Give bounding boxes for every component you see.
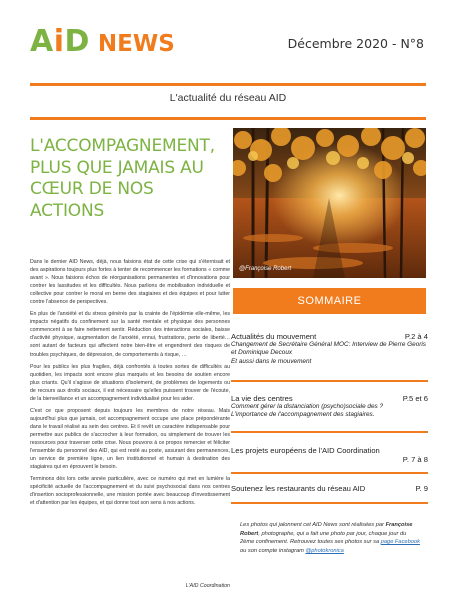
article-body: [30, 258, 230, 511]
article-paragraph: Terminons dès lors cette année particulière, avec ce numéro qui met en lumière la spécificité actuelle de l'accompagnement et du suivi psychosocial dans nos centres d'insertion socioprofessionnelle, une mission portée avec beaucoup d'investissement et d'attention par les équipes, et qui donne tout son sens à nos actions.: [30, 476, 230, 507]
photographer-name: Françoise Robert: [240, 522, 413, 537]
toc-item-subtitle: Changement de Secrétaire Général MOC: Interview de Pierre Georis et Dominique Decoux: [231, 341, 427, 357]
toc-item-projets-europeens[interactable]: [231, 446, 428, 464]
sommaire-header: SOMMAIRE: [233, 288, 426, 314]
article-paragraph: En plus de l'anxiété et du stress générés par la crainte de l'épidémie elle-même, les impacts négatifs du confinement sur la santé mentale et physique des personnes commencent à se faire nettement sentir. Réduction des interactions sociales, baisse d'activité physique, augmentation de l'anxiété, ennui, frustrations, perte de liberté…sont autant de facteurs qui affectent notre bien-être et engendrent des risques de troubles psychiques, de dépression, de comportements à risque, …: [30, 311, 230, 358]
toc-divider: [231, 472, 428, 474]
toc-item-page: P. 7 à 8: [402, 455, 428, 464]
photo-illustration: [233, 128, 426, 278]
logo-aid: AiD: [30, 24, 90, 59]
toc-item-title: Les projets européens de l'AID Coordination: [231, 446, 380, 455]
toc-item-actualites[interactable]: [231, 332, 428, 366]
toc-item-page: P.5 et 6: [402, 394, 428, 403]
photo-credits-note: Les photos qui jalonnent cet AID News sont réalisées par Françoise Robert, photographe, qui a fait une photo par jour, chaque jour du 2ème confinement. Retrouvez toutes ses photos sur sa page Facebook ou son compte instagram @photokronica: [240, 522, 420, 554]
top-divider: [30, 83, 426, 86]
subtitle-divider: [30, 117, 426, 120]
toc-divider: [231, 502, 428, 504]
toc-item-subtitle-2: L'importance de l'accompagnement des stagiaires.: [231, 411, 375, 419]
toc-item-title: Actualités du mouvement: [231, 332, 317, 341]
photo-credit: @Françoise Robert: [239, 266, 292, 272]
toc-item-subtitle-2: Et aussi dans le mouvement: [231, 357, 312, 365]
newsletter-subtitle: L'actualité du réseau AID: [169, 92, 287, 104]
autumn-tree-photo: [233, 128, 426, 278]
toc-item-title: La vie des centres: [231, 394, 293, 403]
logo-news: NEWS: [97, 31, 175, 57]
aid-news-logo: [30, 24, 175, 59]
toc-divider: [231, 431, 428, 433]
article-paragraph: Dans le dernier AID News, déjà, nous faisions état de cette crise qui s'éternisait et des aspirations toujours plus fortes à tenter de recommencer les formations « comme avant ». Nous faisions échos de réorganisations permanentes et d'innovations pour contrer les lassitudes et les difficultés. Nous parlions de mobilisation individuelle et collective pour contrer le moral en berne des stagiaires et des équipes et pour lutter contre l'absence de perspectives.: [30, 259, 230, 306]
toc-item-page: P. 9: [415, 484, 428, 493]
article-paragraph: C'est ce que proposent depuis toujours les membres de notre réseau. Mais aujourd'hui plus que jamais, cet accompagnement occupe une place prépondérante dans le travail réalisé au sein des centres. Et il revêt un caractère indispensable pour permettre aux publics de s'accrocher à leur formation, ou simplement de trouver les ressources pour traverser cette crise. Nous pouvons à ce propos remercier et féliciter l'ensemble du personnel des AID, qui est resté au poste, assurant des permanences, un service de première ligne, un lien institutionnel et humain à destination des stagiaires qui en éprouvent le besoin.: [30, 407, 230, 471]
article-signature: L'AID Coordination: [185, 583, 230, 589]
article-headline: L'ACCOMPAGNEMENT, PLUS QUE JAMAIS AU CŒUR DE NOS ACTIONS: [30, 136, 215, 221]
issue-date: Décembre 2020 - N°8: [287, 36, 424, 51]
toc-item-vie-des-centres[interactable]: [231, 394, 428, 420]
toc-item-page: P.2 à 4: [404, 332, 428, 341]
toc-divider: [231, 380, 428, 382]
facebook-link[interactable]: page Facebook: [380, 539, 420, 546]
article-paragraph: Pour les publics les plus fragiles, déjà confrontés à toutes sortes de difficultés au quotidien, les impacts sont encore plus marqués et les besoins de soutien encore plus criants. Qu'il s'agisse de situations d'isolement, de problèmes de logements ou de recours aux droits sociaux, il est nécessaire qu'elles puissent trouver de l'écoute, de la bienveillance et un accompagnement individualisé pour les aider.: [30, 363, 230, 402]
toc-item-title: Soutenez les restaurants du réseau AID: [231, 484, 366, 493]
toc-item-restaurants[interactable]: [231, 484, 428, 493]
toc-item-subtitle: Comment gérer la distanciation (psycho)sociale des ?: [231, 403, 384, 410]
instagram-link[interactable]: @photokronica: [305, 547, 344, 554]
